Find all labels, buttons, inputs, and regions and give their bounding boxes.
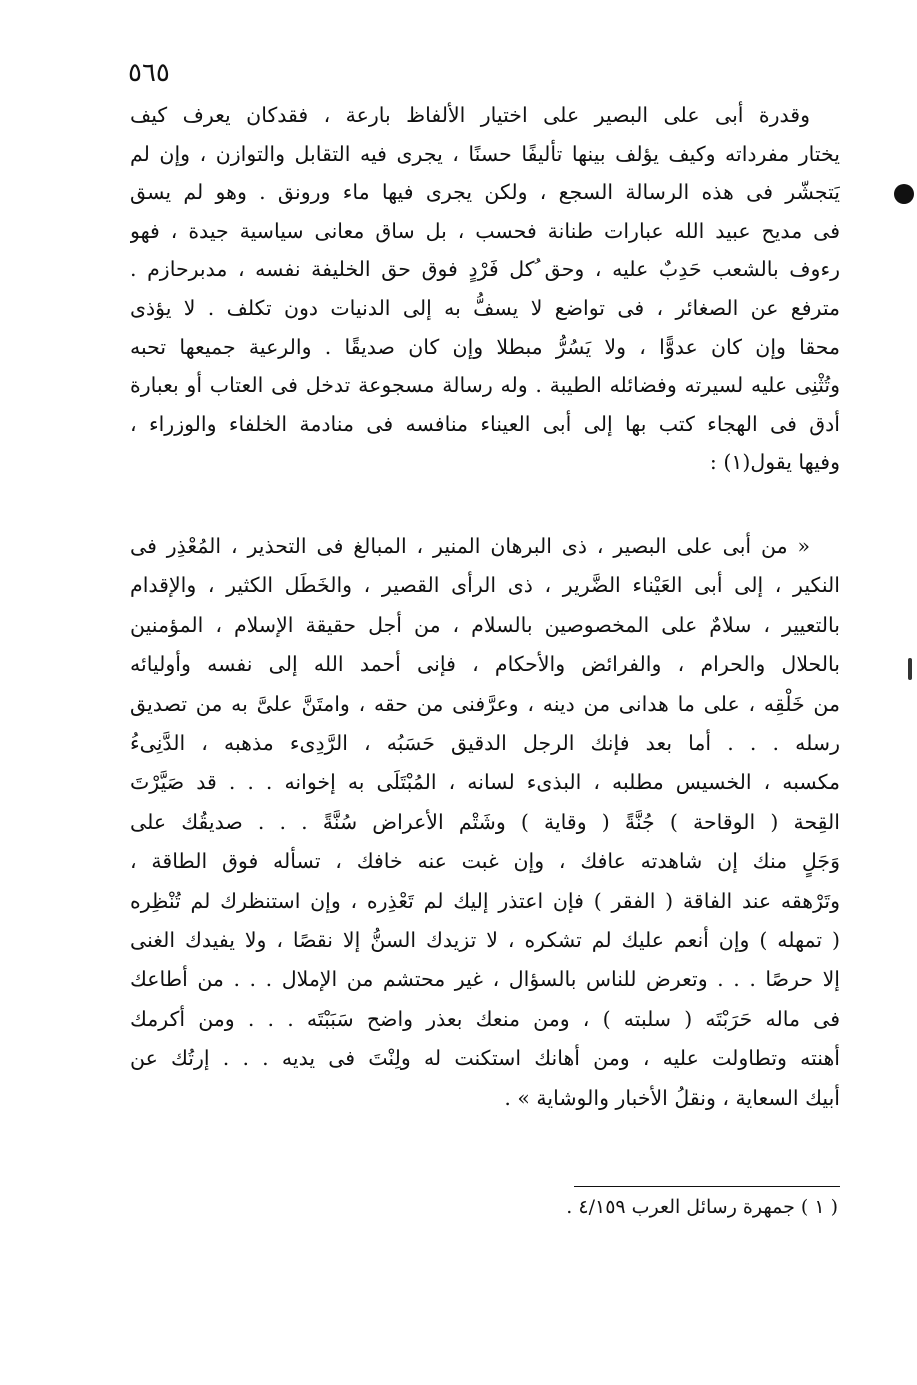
page-number: ٥٦٥ [128, 58, 170, 88]
text-line: بالتعيير ، سلامٌ على المخصوصين بالسلام ، من أجل حقيقة الإسلام ، المؤمنين [130, 612, 840, 637]
text-line: فى ماله حَرَبْتَه ( سلبته ) ، ومن منعك بعذر واضح سَبَبْتَه . . . ومن أكرمك [130, 1006, 840, 1031]
text-line: يَتجشّر فى هذه الرسالة السجع ، ولكن يجرى فيها ماء ورونق . وهو لم يسق [130, 180, 840, 205]
text-line: إلا حرصًا . . . وتعرض للناس بالسؤال ، غير محتشم من الإملال . . . من أطاعك [130, 967, 840, 992]
text-line: فى مديح عبيد الله عبارات طنانة فحسب ، بل ساق معانى سياسية جيدة ، فهو [130, 218, 840, 243]
body-paragraph-1 [130, 96, 840, 482]
quoted-letter-paragraph [130, 527, 840, 1118]
text-line: رءوف بالشعب حَدِبٌ عليه ، وحق ُكل فَرْدٍ فوق حق الخليفة نفسه ، مدبرحازم . [130, 257, 840, 282]
text-line: وتَرْهقه عند الفاقة ( الفقر ) فإن اعتذر إليك لم تَعْذِره ، وإن استنظرك لم تُنْظِره [130, 888, 840, 913]
text-line: أدق فى الهجاء كتب بها إلى أبى العيناء منافسه فى منادمة الخلفاء والوزراء ، [130, 411, 840, 436]
text-line: وقدرة أبى على البصير على اختيار الألفاظ بارعة ، فقدكان يعرف كيف [130, 103, 810, 127]
text-line: ( تمهله ) وإن أنعم عليك لم تشكره ، لا تزيدك السنُّ إلا نقصًا ، ولا يفيدك الغنى [130, 928, 840, 953]
text-line: النكير ، إلى أبى العَيْناء الضَّرير ، ذى الرأى القصير ، والخَطَل الكثير ، والإقدام [130, 573, 840, 598]
text-line: مكسبه ، الخسيس مطلبه ، البذىء لسانه ، المُبْتَلَى به إخوانه . . . قد صَيَّرْتَ [130, 770, 840, 795]
text-line: وفيها يقول(١) : [709, 450, 840, 475]
text-line: يختار مفرداته وكيف يؤلف بينها تأليفًا حسنًا ، يجرى فيه التقابل والتوازن ، وإن لم [130, 141, 840, 166]
footnote: ( ١ ) جمهرة رسائل العرب ٤/١٥٩ . [566, 1196, 838, 1218]
text-line: وتُثْنِى عليه لسيرته وفضائله الطيبة . وله رسالة مسجوعة تدخل فى العتاب أو بعبارة [130, 373, 840, 398]
text-line: بالحلال والحرام ، والفرائض والأحكام ، فإنى أحمد الله إلى نفسه وأوليائه [130, 652, 840, 677]
text-line: محقا وإن كان عدوًّا ، ولا يَسُرُّ مبطلا وإن كان صديقًا . والرعية جميعها تحبه [130, 334, 840, 359]
margin-edge-mark [908, 658, 912, 680]
text-line: القِحة ( الوقاحة ) جُنَّةً ( وقاية ) وشَتْم الأعراض سُنَّةً . . . صديقُك على [130, 809, 840, 834]
text-line: أبيك السعاية ، ونقلُ الأخبار والوشاية » . [504, 1085, 840, 1110]
text-line: رسله . . . أما بعد فإنك الرجل الدقيق حَسَبُه ، الرَّدِىء مذهبه ، الدَّنِىءُ [130, 731, 840, 756]
text-line: أهنته وتطاولت عليه ، ومن أهانك استكنت له ولِنْتَ فى يديه . . . إرتُك عن [130, 1046, 840, 1071]
text-line: من خَلْقِه ، على ما هدانى من دينه ، وعرَّفنى من حقه ، وامتَنَّ علىَّ به من تصديق [130, 691, 840, 716]
text-line: وَجَلٍ منك إن شاهدته عافك ، وإن غبت عنه خافك ، تسأله فوق الطاقة ، [130, 849, 840, 874]
text-line: « من أبى على البصير ، ذى البرهان المنير ، المبالغ فى التحذير ، المُعْذِر فى [130, 534, 810, 558]
footnote-divider [574, 1186, 840, 1187]
text-line: مترفع عن الصغائر ، فى تواضع لا يسفُّ به إلى الدنيات دون تكلف . لا يؤذى [130, 295, 840, 320]
margin-bullet-mark [894, 184, 914, 204]
